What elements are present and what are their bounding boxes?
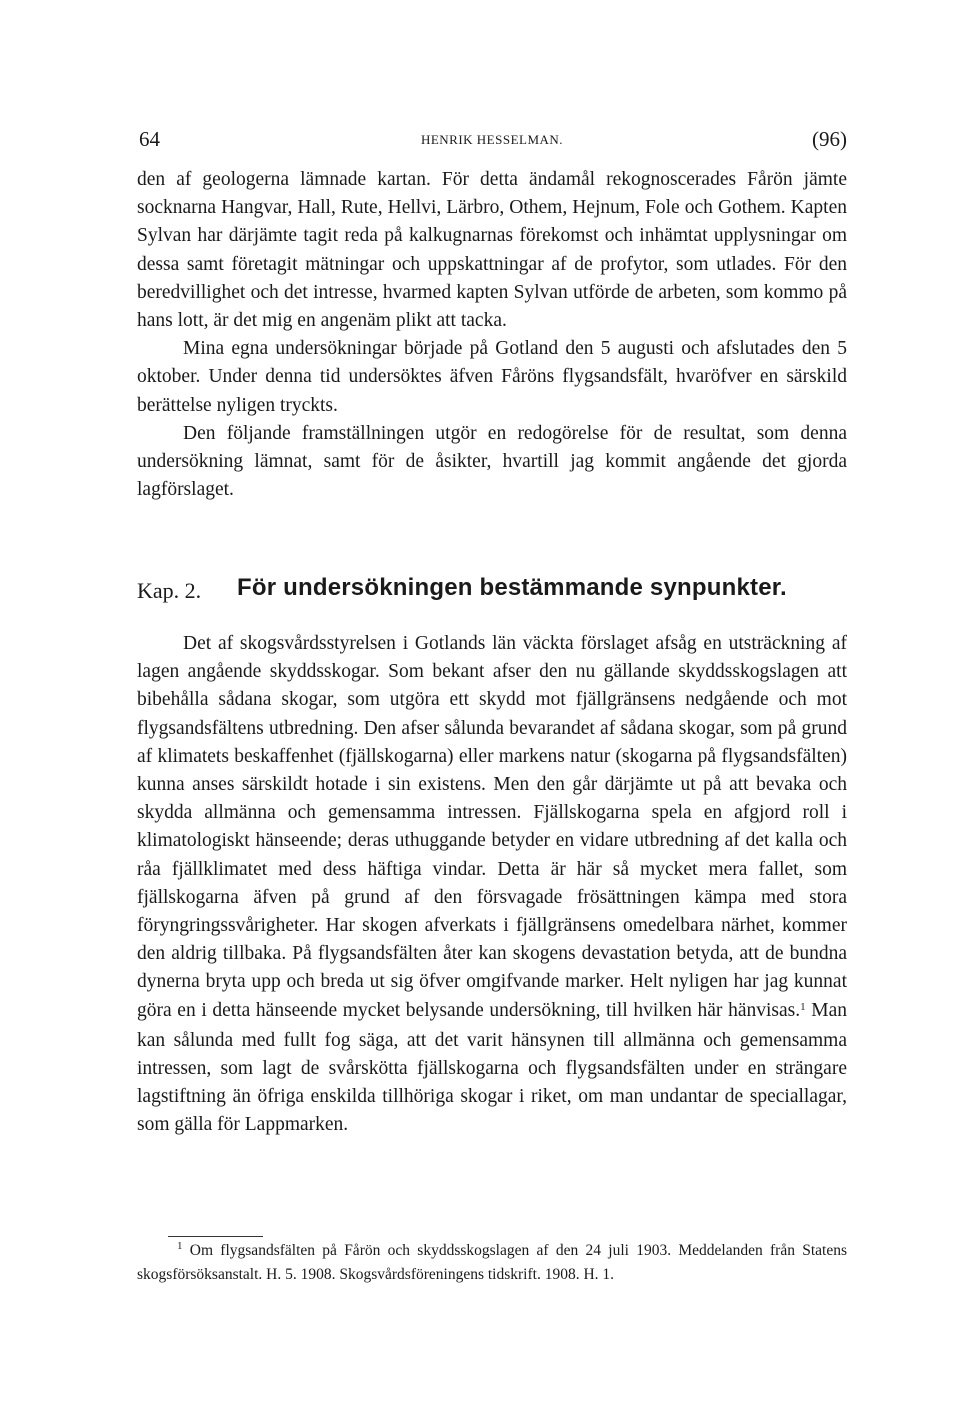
section-number: (96) — [812, 127, 847, 151]
footnote-text: Om flygsandsfälten på Fårön och skyddsskogslagen af den 24 juli 1903. Meddelanden från Statens skogsförsöksanstalt. H. 5. 1908. Skogsvårdsföreningens tidskrift. 1908. H. 1. — [137, 1242, 848, 1283]
running-title: HENRIK HESSELMAN. — [420, 132, 564, 147]
page-header — [137, 122, 847, 162]
main-text — [137, 630, 847, 1140]
chapter-label: Kap. 2. — [137, 578, 202, 603]
intro-text — [137, 166, 847, 504]
paragraph: den af geologerna lämnade kartan. För detta ändamål rekognoscerades Fårön jämte socknarna Hangvar, Hall, Rute, Hellvi, Lärbro, Othem, Hejnum, Fole och Gothem. Kapten Sylvan har därjämte tagit reda på kalkugnarnas förekomst och inhämtat upplysningar om dessa samt företagit mätningar och uppskattningar af de profytor, som utlades. För den beredvillighet och det intresse, hvarmed kapten Sylvan utförde de arbeten, som kommo på hans lott, är det mig en angenäm plikt att tacka. — [137, 169, 847, 332]
paragraph: Den följande framställningen utgör en redogörelse för de resultat, som denna undersökning lämnat, samt för de åsikter, hvartill jag kommit angående det gjorda lagförslaget. — [137, 422, 847, 501]
chapter-title: För undersökningen bestämmande synpunkter. — [237, 574, 787, 601]
page-number: 64 — [139, 127, 160, 151]
footnote-text-line — [137, 1240, 847, 1285]
chapter-heading — [137, 572, 847, 612]
footnote-divider — [168, 1236, 263, 1237]
paragraph-text: Det af skogsvårdsstyrelsen i Gotlands län väckta förslaget afsåg en utsträckning af lagen angående skyddsskogar. Som bekant afser den nu gällande skyddsskogslagen att bibehålla sådana skogar, som utgöra ett skydd mot fjällgränsens nedgående och mot flygsandsfältens utbredning. Den afser sålunda bevarandet af sådana skogar, som på grund af klimatets beskaffenhet (fjällskogarna) eller markens natur (skogarna på flygsandsfälten) kunna anses särskildt hotade i sin existens. Men den går därjämte ut på att bevaka och skydda allmänna och gemensamma intressen. Fjällskogarna spela en afgjord roll i klimatologiskt hänseende; deras uthuggande betyder en vidare utbredning af det kalla och råa fjällklimatet med dess häftiga vindar. Detta är här så mycket mera fallet, som fjällskogarna äfven på grund af den försvagade frösättningen kämpa med stora föryngringssvårigheter. Har skogen afverkats i fjällgränsens omedelbara närhet, kommer den aldrig tillbaka. På flygsandsfälten åter kan skogens devastation betyda, att de bundna dynerna bryta upp och breda ut sig öfver omgifvande marker. Helt nyligen har jag kunnat göra en i detta hänseende mycket belysande undersökning, till hvilken här hänvisas. — [137, 633, 847, 1021]
footnote-reference: 1 — [800, 1000, 806, 1013]
footnote-mark: 1 — [177, 1240, 183, 1252]
paragraph: Mina egna undersökningar började på Gotland den 5 augusti och afslutades den 5 oktober. Under denna tid undersöktes äfven Fåröns flygsandsfält, hvaröfver en särskild berättelse nyligen tryckts. — [137, 338, 847, 416]
footnote — [137, 1240, 847, 1285]
paragraph — [137, 630, 847, 1140]
paragraph-text: Man kan sålunda med fullt fog säga, att det varit hänsynen till allmänna och gemensamma intressen, som lagt de svårskötta fjällskogarna och flygsandsfälten under en strängare lagstiftning än öfriga enskilda tillhöriga skogar i riket, om man undantar de speciallagar, som gälla för Lappmarken. — [137, 999, 847, 1136]
